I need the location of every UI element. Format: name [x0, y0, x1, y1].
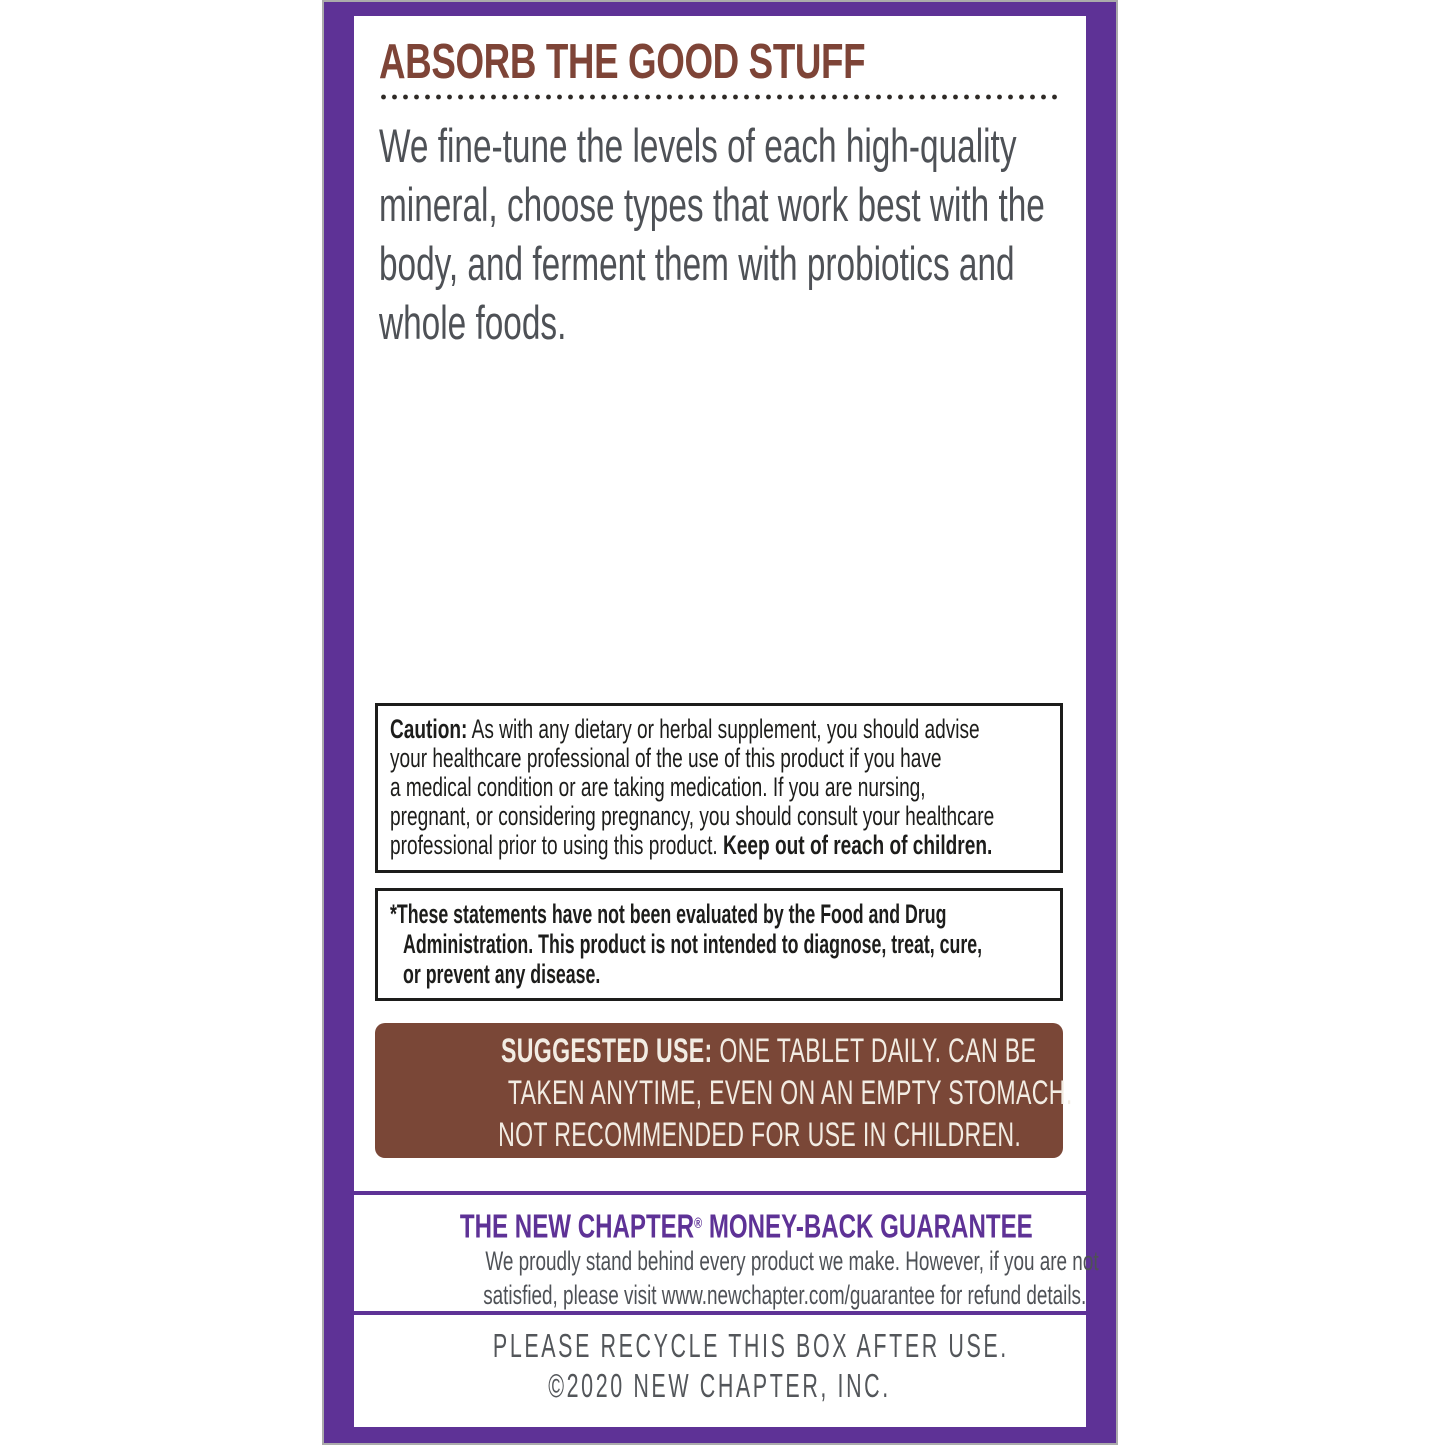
intro-line: mineral, choose types that work best with the [379, 178, 1045, 231]
fda-line: or prevent any disease. [403, 959, 601, 989]
recycle-note: PLEASE RECYCLE THIS BOX AFTER USE. [492, 1327, 1009, 1364]
box-panel [322, 0, 1118, 1445]
caution-line: professional prior to using this product. Keep out of reach of children. [390, 830, 993, 860]
absorb-heading [379, 36, 1027, 88]
guarantee-body-line: satisfied, please visit www.newchapter.com/guarantee for refund details. [483, 1280, 1087, 1310]
intro-line: We fine-tune the levels of each high-quality [379, 119, 1017, 172]
fda-line: *These statements have not been evaluated by the Food and Drug [390, 899, 947, 929]
label-inner-panel [354, 16, 1099, 1427]
footer-note [354, 1326, 1086, 1406]
intro-line: body, and ferment them with probiotics and [379, 237, 1015, 290]
absorb-heading-text: ABSORB THE GOOD STUFF [379, 35, 866, 89]
suggested-use-line: NOT RECOMMENDED FOR USE IN CHILDREN. [498, 1116, 1022, 1154]
fda-line: Administration. This product is not intended to diagnose, treat, cure, [403, 929, 983, 959]
caution-line: your healthcare professional of the use of this product if you have [390, 743, 942, 773]
registered-trademark: ® [694, 1216, 703, 1232]
copyright-note: ©2020 NEW CHAPTER, INC. [548, 1367, 892, 1404]
dotted-divider [378, 94, 1062, 100]
suggested-use-label: SUGGESTED USE: [500, 1032, 713, 1070]
guarantee-divider-bottom [354, 1311, 1086, 1315]
guarantee-title: THE NEW CHAPTER® MONEY-BACK GUARANTEE [459, 1207, 1033, 1245]
guarantee-body [354, 1244, 1099, 1312]
intro-line: whole foods. [379, 296, 567, 349]
guarantee-body-line: We proudly stand behind every product we make. However, if you are not [485, 1246, 1099, 1276]
suggested-use-line: SUGGESTED USE: ONE TABLET DAILY. CAN BE [500, 1032, 1037, 1070]
keep-out-of-reach-bold: Keep out of reach of children. [723, 830, 993, 860]
suggested-use-box [375, 1023, 1073, 1158]
caution-line: Caution: As with any dietary or herbal supplement, you should advise [390, 714, 980, 744]
guarantee-divider-top [354, 1191, 1086, 1195]
caution-line: a medical condition or are taking medication. If you are nursing, [390, 772, 926, 802]
fda-disclaimer-box [375, 888, 1063, 1001]
caution-box [375, 703, 1063, 873]
suggested-use-line: TAKEN ANYTIME, EVEN ON AN EMPTY STOMACH. [507, 1074, 1073, 1112]
intro-paragraph [379, 116, 1317, 352]
caution-line: pregnant, or considering pregnancy, you should consult your healthcare [390, 801, 995, 831]
caution-label: Caution: [390, 714, 468, 744]
